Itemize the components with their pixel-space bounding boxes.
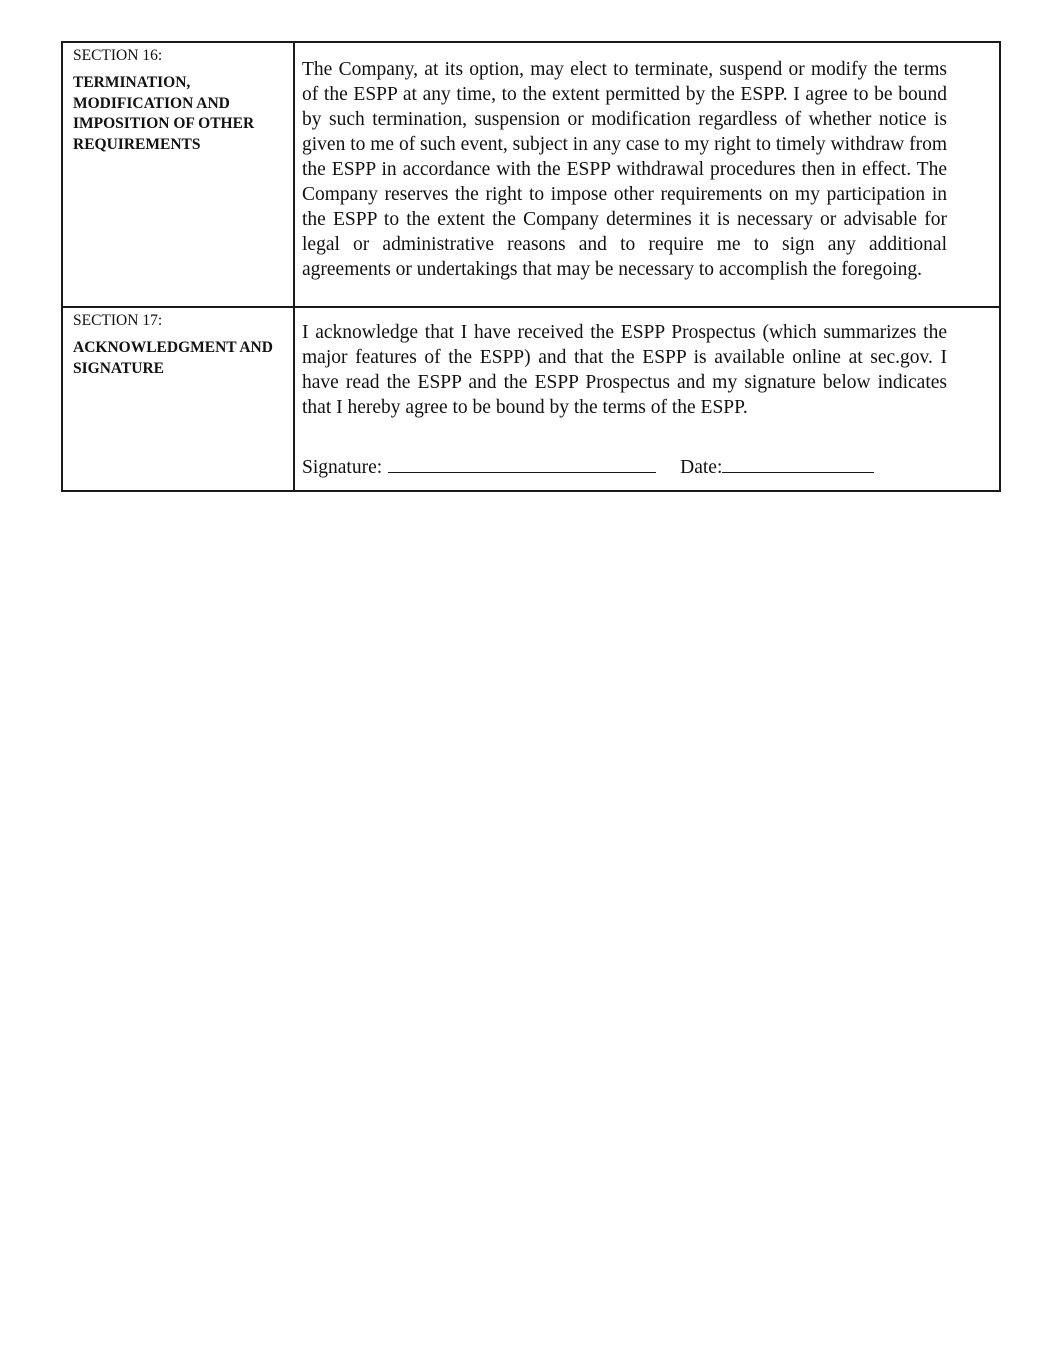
date-label: Date: xyxy=(680,457,723,478)
section-17-content-cell xyxy=(294,307,1000,491)
signature-label: Signature: xyxy=(302,457,383,478)
section-16-label-cell xyxy=(62,42,294,307)
section-16-row xyxy=(62,42,1000,307)
date-group xyxy=(680,457,874,478)
section-16-heading: TERMINATION, MODIFICATION AND IMPOSITION OF OTHER REQUIREMENTS xyxy=(73,74,255,153)
signature-field[interactable] xyxy=(388,453,656,473)
section-17-label-cell xyxy=(62,307,294,491)
signature-line xyxy=(295,423,999,490)
sections-table xyxy=(61,41,1001,492)
section-17-heading: ACKNOWLEDGMENT AND SIGNATURE xyxy=(73,339,273,377)
section-16-content-cell xyxy=(294,42,1000,307)
section-16-number: SECTION 16: xyxy=(73,47,163,64)
section-16-body: The Company, at its option, may elect to terminate, suspend or modify the terms of the ESPP at any time, to the extent permitted by the ESPP. I agree to be bound by such termination, suspension or modification regardless of whether notice is given to me of such event, subject in any case to my right to timely withdraw from the ESPP in accordance with the ESPP withdrawal procedures then in effect. The Company reserves the right to impose other requirements on my participation in the ESPP to the extent the Company determines it is necessary or advisable for legal or administrative reasons and to require me to sign any additional agreements or undertakings that may be necessary to accomplish the foregoing. xyxy=(302,59,947,280)
section-17-row xyxy=(62,307,1000,491)
section-17-number: SECTION 17: xyxy=(73,312,163,329)
section-17-body: I acknowledge that I have received the ESPP Prospectus (which summarizes the major features of the ESPP) and that the ESPP is available online at sec.gov. I have read the ESPP and the ESPP Prospectus and my signature below indicates that I hereby agree to be bound by the terms of the ESPP. xyxy=(302,322,947,418)
date-field[interactable] xyxy=(722,453,874,473)
